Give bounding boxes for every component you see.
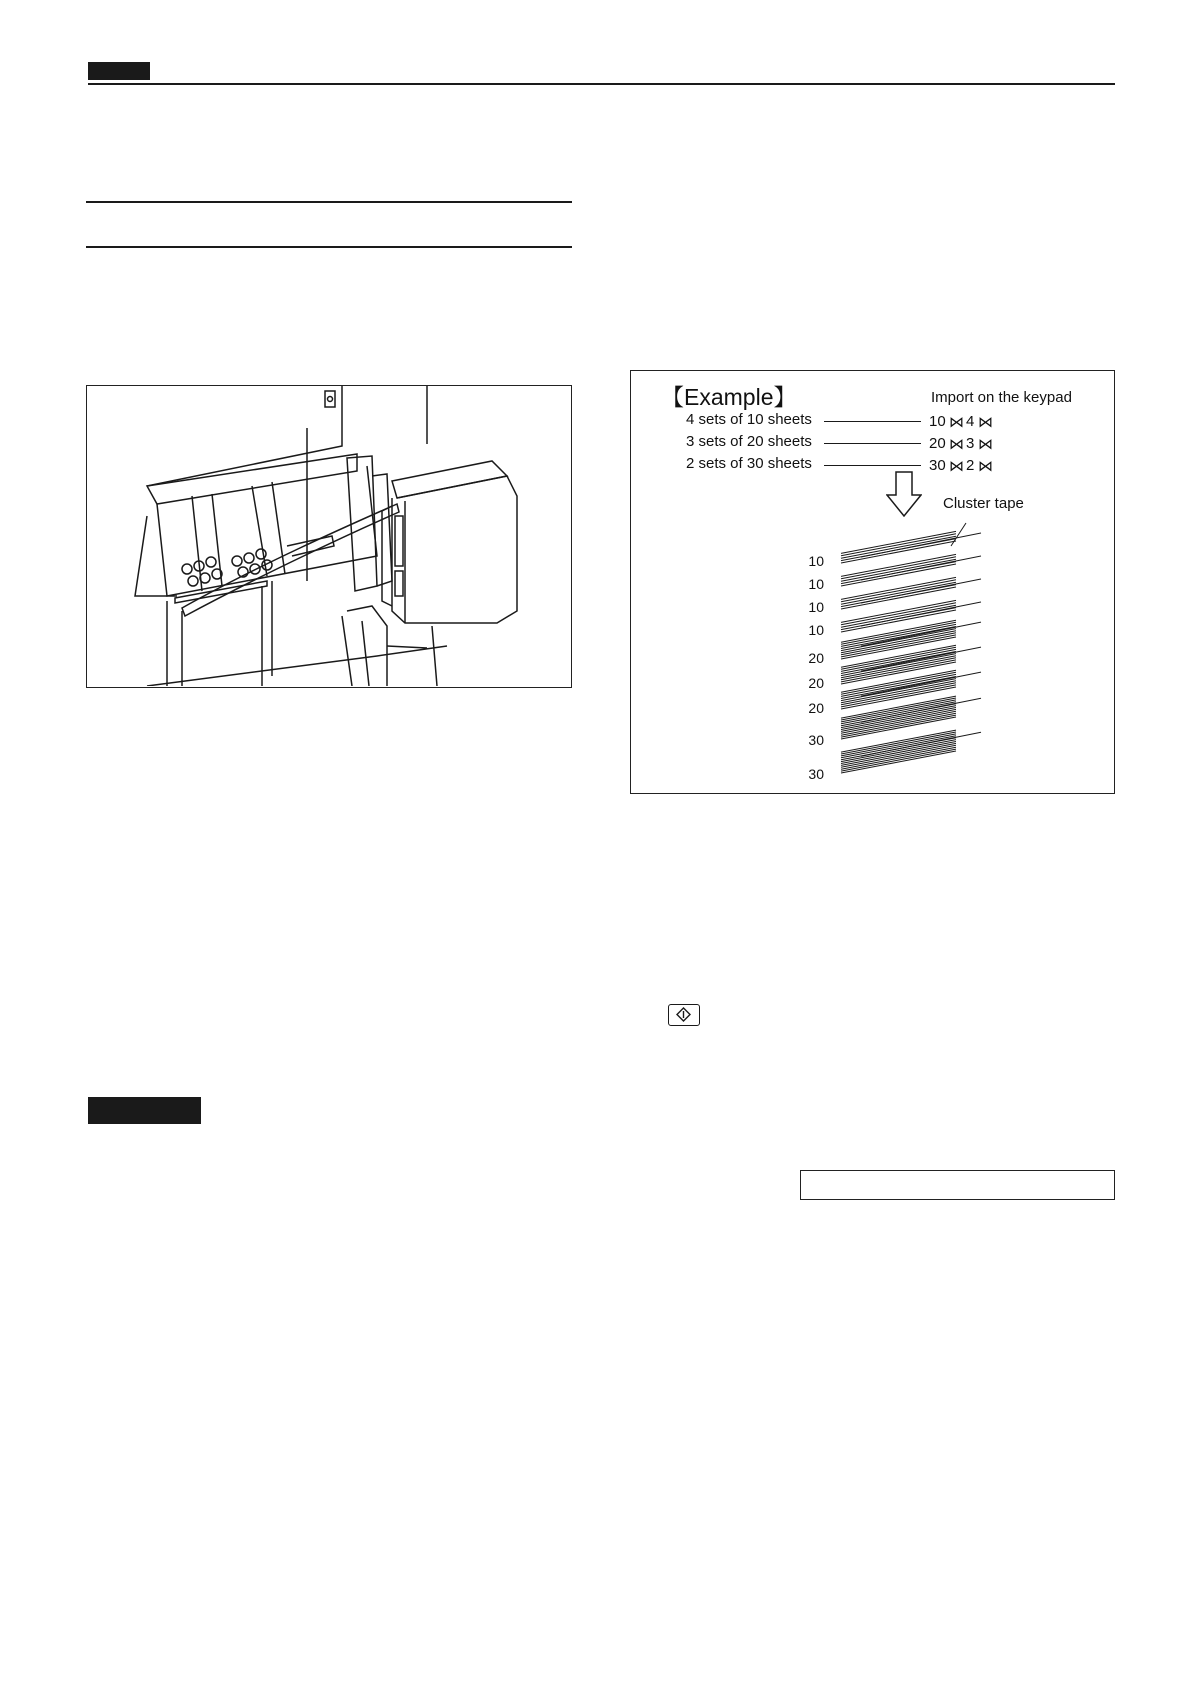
sheet-line [841, 559, 956, 581]
separator-icon: ⋈ [949, 414, 964, 431]
section-rule-bottom [86, 246, 572, 248]
sheet-line [841, 649, 956, 671]
stack-label: 10 [808, 576, 824, 592]
stack-label: 30 [808, 766, 824, 782]
cluster-tape-line [861, 533, 981, 557]
cluster-tape-line [861, 556, 981, 580]
sheet-line [841, 624, 956, 646]
sheet-line [841, 633, 956, 655]
stack-label: 10 [808, 553, 824, 569]
sheet-line [841, 536, 956, 558]
separator-icon: ⋈ [978, 414, 993, 431]
start-key-glyph [669, 1005, 698, 1024]
header-rule [88, 83, 1115, 85]
sheet-line [841, 622, 956, 644]
example-row-leader [824, 443, 921, 444]
sheet-line [841, 656, 956, 678]
sheet-line [841, 582, 956, 604]
example-row-description: 4 sets of 10 sheets [686, 411, 812, 428]
example-row-description: 2 sets of 30 sheets [686, 455, 812, 472]
separator-icon: ⋈ [978, 436, 993, 453]
example-row-leader [824, 465, 921, 466]
cluster-tape-line [861, 579, 981, 603]
sheet-line [841, 631, 956, 653]
stack-label: 10 [808, 622, 824, 638]
example-row-sets: 4 [966, 413, 975, 430]
sheet-line [841, 677, 956, 699]
sheet-line [841, 652, 956, 674]
sheet-line [841, 629, 956, 651]
example-figure [630, 370, 1115, 794]
stack-label: 30 [808, 732, 824, 748]
section-rule-top [86, 201, 572, 203]
cluster-tape-line [861, 602, 981, 626]
note-label-tab [88, 1097, 201, 1124]
example-row-sets: 3 [966, 435, 975, 452]
sheet-line [841, 679, 956, 701]
header-section-tab [88, 62, 150, 80]
stack-label: 20 [808, 650, 824, 666]
cluster-tape-line [861, 672, 981, 696]
sheet-stacks-drawing [631, 511, 1114, 793]
sheet-line [841, 658, 956, 680]
sheet-line [841, 627, 956, 649]
separator-icon: ⋈ [978, 458, 993, 475]
example-title: 【Example】 [661, 384, 797, 410]
start-key-icon [668, 1004, 700, 1026]
reference-box [800, 1170, 1115, 1200]
sheet-line [841, 672, 956, 694]
cluster-tape-line [861, 732, 981, 756]
separator-icon: ⋈ [949, 458, 964, 475]
cluster-tape-unit-illustration [86, 385, 572, 688]
example-row-description: 3 sets of 20 sheets [686, 433, 812, 450]
cluster-tape-label: Cluster tape [943, 495, 1024, 512]
keypad-heading: Import on the keypad [931, 389, 1072, 406]
sheet-line [841, 654, 956, 676]
cluster-tape-line [861, 622, 981, 646]
example-row-sheets: 20 [929, 435, 946, 452]
sheet-line [841, 647, 956, 669]
example-row-sheets: 30 [929, 457, 946, 474]
stack-label: 20 [808, 675, 824, 691]
sheet-line [841, 687, 956, 709]
example-row-leader [824, 421, 921, 422]
stack-label: 10 [808, 599, 824, 615]
sheet-line [841, 674, 956, 696]
cluster-tape-line [861, 647, 981, 671]
example-row-sheets: 10 [929, 413, 946, 430]
machine-line-drawing [87, 386, 570, 686]
example-row-sets: 2 [966, 457, 975, 474]
stack-label: 20 [808, 700, 824, 716]
separator-icon: ⋈ [949, 436, 964, 453]
